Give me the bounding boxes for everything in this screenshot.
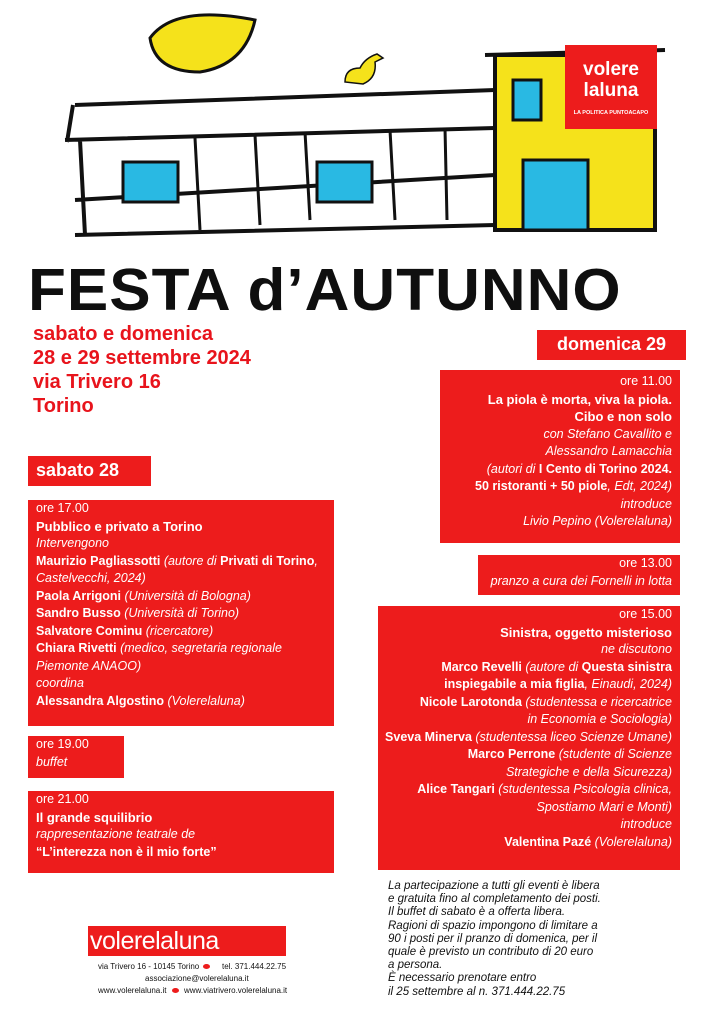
speaker-role: , Einaudi, 2024) [584,677,672,691]
logo-line2: laluna [583,80,639,101]
event-title: Cibo e non solo [574,409,672,424]
speaker-role: (autori di [486,461,539,476]
note-line: Il buffet di sabato è a offerta libera. [388,906,566,919]
speaker: Chiara Rivetti [36,641,117,655]
speaker-role: Castelvecchi, 2024) [36,571,146,585]
speaker: Marco Revelli [441,659,522,674]
event-address: via Trivero 16 [33,371,161,393]
building-illustration [55,10,695,250]
note-line: il 25 settembre al n. 371.444.22.75 [388,985,566,998]
window-1 [123,162,178,202]
window-3 [513,80,541,120]
note-line: a persona. [388,959,443,972]
speaker: Valentina Pazé [504,834,592,849]
door [523,160,588,230]
footer-logo [88,926,286,956]
time: ore 19.00 [36,737,89,751]
event-info [33,322,251,418]
introduce-label: introduce [620,817,672,831]
time: ore 11.00 [620,374,672,388]
event-desc: rappresentazione teatrale de [36,827,196,841]
speaker-role: (Università di Bologna) [120,588,251,603]
speaker: Alice Tangari [417,782,495,796]
sabato-block-1900 [28,736,124,778]
sabato-block-2100 [28,791,334,873]
time: ore 15.00 [619,607,672,621]
notes [388,880,601,999]
speaker-role: (ricercatore) [142,623,214,638]
speaker-role: Spostiamo Mari e Monti) [536,799,672,814]
note-line: quale è previsto un contributo di 20 euro [388,946,594,959]
moon-icon [150,15,255,72]
domenica-block-1100 [440,370,680,543]
speaker-role: (autore di [160,553,221,568]
footer-web-2[interactable]: www.viatrivero.volerelaluna.it [184,986,288,995]
footer-tel: tel. 371.444.22.75 [222,962,287,971]
time: ore 21.00 [36,792,89,806]
logo-line1: volere [583,59,639,80]
speaker: Alessandra Algostino [36,693,165,708]
event-title: Pubblico e privato a Torino [36,518,203,534]
host: Livio Pepino (Volerelaluna) [523,514,672,528]
domenica-block-1500 [378,606,680,870]
domenica-block-1300 [478,555,680,595]
note-line: Ragioni di spazio impongono di limitare a [388,919,598,932]
intro: ne discutono [601,642,672,656]
speaker-role: (studentessa Psicologia clinica, [494,782,672,796]
note-line: È necessario prenotare entro [388,972,537,985]
speaker: Salvatore Cominu [36,623,143,638]
speakers: con Stefano Cavallito e [543,426,672,441]
window-2 [317,162,372,202]
speaker: Paola Arrigoni [36,588,121,603]
logo-tagline: LA POLITICA PUNTOACAPO [573,110,649,116]
note-line: La partecipazione a tutti gli eventi è libera [388,880,600,892]
footer-logo-text: volerelaluna [90,927,219,955]
intro: Intervengono [36,536,109,550]
speakers: Alessandro Lamacchia [545,444,672,458]
event-desc: buffet [36,754,68,769]
footer-email[interactable]: associazione@volerelaluna.it [145,974,249,983]
note-line: e gratuita fino al completamento dei posti. [388,893,601,906]
tag-sabato: sabato 28 [28,456,151,486]
event-dates: 28 e 29 settembre 2024 [33,347,251,369]
event-days: sabato e domenica [33,323,214,345]
event-city: Torino [33,395,94,417]
speaker-role: , Edt, 2024) [607,479,672,493]
speaker-role: in Economia e Sociologia) [527,712,672,726]
speaker-role: (autore di [521,659,582,674]
event-title: Il grande squilibrio [36,809,153,825]
book-title: Privati di Torino [220,553,315,568]
time: ore 17.00 [36,501,89,515]
event-title: La piola è morta, viva la piola. [487,391,672,407]
speaker-role: , [314,553,318,568]
speaker-role: Strategiche e della Sicurezza) [505,764,672,779]
book-title: inspiegabile a mia figlia [444,677,585,691]
book-title: Questa sinistra [581,659,672,674]
speaker-role: (studentessa liceo Scienze Umane) [471,729,672,744]
speaker: Maurizio Pagliassotti [36,553,161,568]
speaker-role: (medico, segretaria regionale [116,641,282,655]
footer-address: via Trivero 16 - 10145 Torino [98,962,200,971]
speaker-role: Piemonte ANAOO) [36,658,142,673]
tag-domenica: domenica 29 [537,330,686,360]
book-title: I Cento di Torino 2024. [538,461,672,476]
show-title: “L’interezza non è il mio forte” [36,844,217,859]
sabato-block-1700 [28,500,334,726]
bird-icon [345,54,383,84]
speaker: Sandro Busso [36,606,121,620]
book-title: 50 ristoranti + 50 piole [475,479,608,493]
bullet-icon [203,964,210,969]
speaker-role: (studente di Scienze [555,747,672,761]
time: ore 13.00 [619,556,672,570]
speaker-role: (studentessa e ricercatrice [521,694,672,709]
page-title: FESTA d’AUTUNNO [28,257,622,324]
speaker: Sveva Minerva [385,729,472,744]
bullet-icon [172,988,179,993]
note-line: 90 i posti per il pranzo di domenica, per il [388,932,598,945]
event-title: Sinistra, oggetto misterioso [500,624,672,640]
introduce-label: introduce [620,496,672,511]
speaker: Marco Perrone [467,747,556,761]
speaker-role: (Volerelaluna) [591,834,672,849]
footer-web-1[interactable]: www.volerelaluna.it [98,986,167,995]
speaker-role: (Volerelaluna) [164,693,245,708]
speaker-role: (Università di Torino) [120,606,240,620]
event-desc: pranzo a cura dei Fornelli in lotta [490,573,672,588]
coordinator-label: coordina [36,676,84,690]
speaker: Nicole Larotonda [419,694,522,709]
